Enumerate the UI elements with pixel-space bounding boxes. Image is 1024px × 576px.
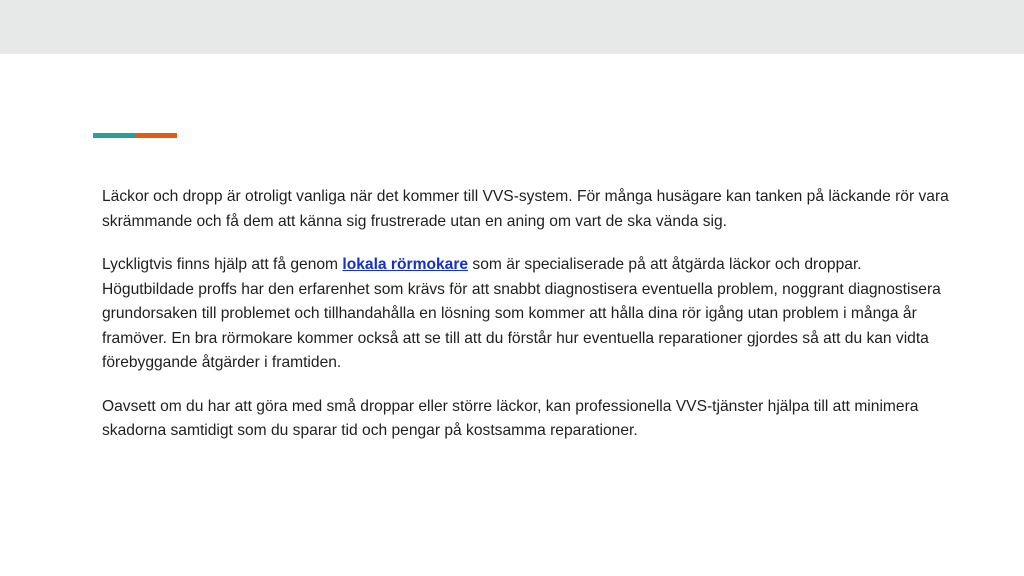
paragraph-intro: Läckor och dropp är otroligt vanliga när det kommer till VVS-system. För många husägare kan tanken på läckande rör vara skrämmande och få dem att känna sig frustrerade utan en aning om vart de ska vända sig. [102,188,949,230]
paragraph-help [102,253,952,376]
plumbers-link[interactable]: lokala rörmokare [342,256,469,273]
accent-teal-segment [93,133,135,138]
top-banner [0,0,1024,54]
accent-orange-segment [135,133,177,138]
accent-divider [93,133,177,138]
paragraph-help-rest: som är specialiserade på att åtgärda läckor och droppar. Högutbildade proffs har den erfarenhet som krävs för att snabbt diagnostisera eventuella problem, noggrant diagnostisera grundorsaken till problemet och tillhandahålla en lösning som kommer att hålla dina rör igång utan problem i många år framöver. En bra rörmokare kommer också att se till att du förstår hur eventuella reparationer gjordes så att du kan vidta förebyggande åtgärder i framtiden. [102,256,941,371]
paragraph-help-start: Lyckligtvis finns hjälp att få genom [102,256,343,273]
paragraph-conclusion: Oavsett om du har att göra med små droppar eller större läckor, kan professionella VVS-tjänster hjälpa till att minimera skadorna samtidigt som du sparar tid och pengar på kostsamma reparationer. [102,397,919,439]
slide-body [102,185,952,463]
